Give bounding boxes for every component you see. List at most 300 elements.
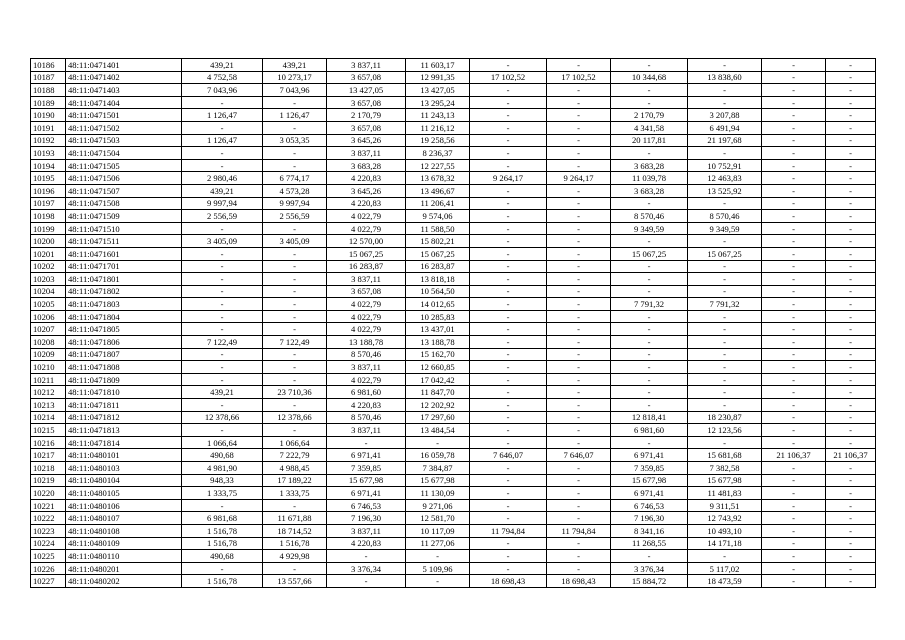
table-row [31,449,876,462]
value-cell: 18 698,43 [470,575,547,588]
table-row [31,172,876,185]
value-cell: - [470,147,547,160]
value-cell: - [263,361,327,374]
value-cell: - [182,348,263,361]
table-row [31,121,876,134]
value-cell: - [470,59,547,72]
value-cell: - [547,399,611,412]
value-cell: 13 188,78 [327,336,406,349]
value-cell: 10 285,83 [406,310,470,323]
value-cell: 11 206,41 [406,197,470,210]
row-number-cell: 10206 [31,310,66,323]
value-cell: 13 484,54 [406,424,470,437]
value-cell: 15 681,68 [688,449,762,462]
value-cell: 12 818,41 [611,411,688,424]
value-cell: - [547,348,611,361]
value-cell: 6 774,17 [263,172,327,185]
value-cell: 9 574,06 [406,210,470,223]
table-row [31,524,876,537]
value-cell: - [547,323,611,336]
value-cell: - [826,310,876,323]
value-cell: 1 126,47 [263,109,327,122]
value-cell: 15 162,70 [406,348,470,361]
value-cell: 490,68 [182,449,263,462]
value-cell: - [611,323,688,336]
row-number-cell: 10198 [31,210,66,223]
value-cell: 15 677,98 [688,474,762,487]
value-cell: - [762,260,826,273]
value-cell: - [826,273,876,286]
value-cell: - [688,235,762,248]
value-cell: 13 496,67 [406,184,470,197]
value-cell: - [263,310,327,323]
table-row [31,210,876,223]
table-row [31,134,876,147]
value-cell: 15 677,98 [406,474,470,487]
value-cell: 9 264,17 [470,172,547,185]
value-cell: - [470,247,547,260]
value-cell: - [263,260,327,273]
value-cell: 6 746,53 [327,499,406,512]
value-cell: - [826,399,876,412]
row-number-cell: 10215 [31,424,66,437]
value-cell: - [470,474,547,487]
value-cell: 9 997,94 [263,197,327,210]
value-cell: - [688,323,762,336]
value-cell: - [611,348,688,361]
value-cell: - [470,487,547,500]
value-cell: 10 564,50 [406,285,470,298]
value-cell: - [826,222,876,235]
value-cell: 15 677,98 [611,474,688,487]
value-cell: - [547,386,611,399]
table-row [31,222,876,235]
cadastral-number-cell: 48:11:0471701 [66,260,182,273]
value-cell: - [470,197,547,210]
value-cell: 11 039,78 [611,172,688,185]
value-cell: - [547,512,611,525]
table-row [31,59,876,72]
value-cell: - [547,373,611,386]
value-cell: 16 059,78 [406,449,470,462]
value-cell: - [826,260,876,273]
value-cell: 948,33 [182,474,263,487]
cadastral-number-cell: 48:11:0471503 [66,134,182,147]
value-cell: 12 463,83 [688,172,762,185]
row-number-cell: 10189 [31,96,66,109]
value-cell: - [688,273,762,286]
value-cell: 4 929,98 [263,550,327,563]
value-cell: 14 012,65 [406,298,470,311]
row-number-cell: 10209 [31,348,66,361]
value-cell: 7 791,32 [611,298,688,311]
cadastral-number-cell: 48:11:0471403 [66,84,182,97]
value-cell: 3 657,08 [327,71,406,84]
value-cell: 4 022,79 [327,310,406,323]
value-cell: - [762,121,826,134]
value-cell: 11 603,17 [406,59,470,72]
value-cell: - [182,159,263,172]
value-cell: - [826,323,876,336]
value-cell: 1 333,75 [182,487,263,500]
value-cell: - [263,323,327,336]
value-cell: 4 022,79 [327,323,406,336]
cadastral-number-cell: 48:11:0471804 [66,310,182,323]
value-cell: 15 677,98 [327,474,406,487]
value-cell: - [263,562,327,575]
value-cell: - [826,537,876,550]
value-cell: - [826,348,876,361]
value-cell: - [263,399,327,412]
table-row [31,310,876,323]
row-number-cell: 10204 [31,285,66,298]
value-cell: 12 378,66 [182,411,263,424]
value-cell: - [182,260,263,273]
value-cell: - [470,210,547,223]
row-number-cell: 10210 [31,361,66,374]
value-cell: 21 197,68 [688,134,762,147]
cadastral-number-cell: 48:11:0471805 [66,323,182,336]
value-cell: 3 683,28 [611,184,688,197]
value-cell: 13 525,92 [688,184,762,197]
value-cell: - [470,159,547,172]
value-cell: 439,21 [263,59,327,72]
value-cell: 3 837,11 [327,59,406,72]
value-cell: 10 344,68 [611,71,688,84]
value-cell: - [547,298,611,311]
value-cell: 11 671,88 [263,512,327,525]
value-cell: 7 384,87 [406,462,470,475]
value-cell: - [547,550,611,563]
value-cell: - [263,424,327,437]
value-cell: 11 216,12 [406,121,470,134]
value-cell: - [470,436,547,449]
value-cell: - [762,172,826,185]
table-body [31,59,876,588]
value-cell: 3 405,09 [263,235,327,248]
row-number-cell: 10219 [31,474,66,487]
value-cell: - [470,184,547,197]
value-cell: 1 516,78 [182,575,263,588]
value-cell: 8 570,46 [327,348,406,361]
value-cell: - [470,537,547,550]
value-cell: - [762,71,826,84]
value-cell: 3 645,26 [327,134,406,147]
value-cell: - [611,285,688,298]
table-row [31,562,876,575]
value-cell: 12 581,70 [406,512,470,525]
value-cell: 4 022,79 [327,298,406,311]
value-cell: - [826,247,876,260]
cadastral-number-cell: 48:11:0471814 [66,436,182,449]
value-cell: 6 981,60 [327,386,406,399]
value-cell: 18 714,52 [263,524,327,537]
row-number-cell: 10188 [31,84,66,97]
row-number-cell: 10195 [31,172,66,185]
value-cell: - [826,474,876,487]
value-cell: - [547,462,611,475]
value-cell: - [826,336,876,349]
value-cell: - [826,235,876,248]
value-cell: - [762,512,826,525]
value-cell: - [406,436,470,449]
value-cell: 12 743,92 [688,512,762,525]
value-cell: - [547,134,611,147]
value-cell: - [547,474,611,487]
value-cell: 4 022,79 [327,373,406,386]
row-number-cell: 10202 [31,260,66,273]
table-row [31,499,876,512]
value-cell: 4 220,83 [327,399,406,412]
value-cell: - [547,336,611,349]
value-cell: 9 271,06 [406,499,470,512]
value-cell: - [547,499,611,512]
value-cell: 10 752,91 [688,159,762,172]
value-cell: - [826,96,876,109]
value-cell: 6 491,94 [688,121,762,134]
value-cell: 8 570,46 [688,210,762,223]
value-cell: - [826,285,876,298]
value-cell: 6 971,41 [611,487,688,500]
table-row [31,260,876,273]
value-cell: - [762,361,826,374]
value-cell: - [688,399,762,412]
value-cell: 19 258,56 [406,134,470,147]
value-cell: - [182,147,263,160]
table-row [31,399,876,412]
value-cell: 20 117,81 [611,134,688,147]
value-cell: - [826,172,876,185]
value-cell: - [182,399,263,412]
value-cell: 12 991,35 [406,71,470,84]
value-cell: - [182,562,263,575]
value-cell: 6 746,53 [611,499,688,512]
value-cell: - [826,210,876,223]
value-cell: - [762,474,826,487]
value-cell: - [470,336,547,349]
value-cell: - [762,348,826,361]
value-cell: - [611,197,688,210]
table-row [31,348,876,361]
value-cell: 12 227,55 [406,159,470,172]
value-cell: - [470,285,547,298]
value-cell: 1 066,64 [263,436,327,449]
value-cell: 3 657,08 [327,96,406,109]
row-number-cell: 10203 [31,273,66,286]
value-cell: - [611,373,688,386]
value-cell: 11 268,55 [611,537,688,550]
value-cell: 11 794,84 [547,524,611,537]
value-cell: - [611,273,688,286]
value-cell: - [547,285,611,298]
value-cell: - [762,386,826,399]
value-cell: 17 189,22 [263,474,327,487]
value-cell: 1 066,64 [182,436,263,449]
value-cell: - [470,373,547,386]
row-number-cell: 10216 [31,436,66,449]
value-cell: 439,21 [182,59,263,72]
table-row [31,147,876,160]
value-cell: - [470,424,547,437]
value-cell: - [547,147,611,160]
cadastral-number-cell: 48:11:0480107 [66,512,182,525]
row-number-cell: 10214 [31,411,66,424]
value-cell: 15 067,25 [688,247,762,260]
value-cell: - [182,499,263,512]
row-number-cell: 10190 [31,109,66,122]
cadastral-number-cell: 48:11:0471504 [66,147,182,160]
value-cell: 11 794,84 [470,524,547,537]
table-row [31,71,876,84]
value-cell: 15 067,25 [406,247,470,260]
value-cell: 13 678,32 [406,172,470,185]
value-cell: 7 122,49 [263,336,327,349]
row-number-cell: 10191 [31,121,66,134]
row-number-cell: 10212 [31,386,66,399]
cadastral-number-cell: 48:11:0471806 [66,336,182,349]
value-cell: - [688,336,762,349]
value-cell: - [762,134,826,147]
value-cell: - [826,499,876,512]
value-cell: - [547,273,611,286]
row-number-cell: 10201 [31,247,66,260]
value-cell: - [547,222,611,235]
value-cell: - [688,373,762,386]
value-cell: - [182,121,263,134]
value-cell: 15 067,25 [611,247,688,260]
value-cell: 7 222,79 [263,449,327,462]
value-cell: - [611,436,688,449]
value-cell: - [611,361,688,374]
table-row [31,96,876,109]
value-cell: - [611,399,688,412]
value-cell: - [182,96,263,109]
value-cell: 439,21 [182,184,263,197]
value-cell: - [470,84,547,97]
cadastral-number-cell: 48:11:0471402 [66,71,182,84]
value-cell: 6 981,68 [182,512,263,525]
table-row [31,273,876,286]
value-cell: - [470,499,547,512]
table-row [31,550,876,563]
value-cell: - [182,373,263,386]
value-cell: 3 657,08 [327,285,406,298]
value-cell: 8 570,46 [327,411,406,424]
value-cell: - [547,235,611,248]
value-cell: - [826,562,876,575]
value-cell: 12 202,92 [406,399,470,412]
value-cell: 11 847,70 [406,386,470,399]
value-cell: - [826,512,876,525]
value-cell: - [688,285,762,298]
value-cell: - [826,575,876,588]
cadastral-number-cell: 48:11:0480108 [66,524,182,537]
value-cell: - [611,96,688,109]
value-cell: - [688,361,762,374]
value-cell: 1 516,78 [182,537,263,550]
value-cell: - [182,298,263,311]
value-cell: - [762,222,826,235]
value-cell: - [470,222,547,235]
value-cell: - [762,235,826,248]
row-number-cell: 10222 [31,512,66,525]
value-cell: - [688,386,762,399]
row-number-cell: 10187 [31,71,66,84]
cadastral-number-cell: 48:11:0471507 [66,184,182,197]
value-cell: 7 043,96 [182,84,263,97]
value-cell: - [762,147,826,160]
cadastral-number-cell: 48:11:0471505 [66,159,182,172]
value-cell: 12 660,85 [406,361,470,374]
value-cell: - [547,247,611,260]
value-cell: - [470,411,547,424]
value-cell: - [547,562,611,575]
value-cell: 9 349,59 [688,222,762,235]
value-cell: - [263,348,327,361]
value-cell: - [688,147,762,160]
value-cell: 12 378,66 [263,411,327,424]
value-cell: 15 884,72 [611,575,688,588]
value-cell: - [182,424,263,437]
value-cell: 15 067,25 [327,247,406,260]
table-row [31,424,876,437]
value-cell: - [470,348,547,361]
value-cell: - [470,134,547,147]
value-cell: - [547,487,611,500]
value-cell: - [762,537,826,550]
value-cell: - [263,273,327,286]
value-cell: - [263,499,327,512]
value-cell: - [182,323,263,336]
row-number-cell: 10208 [31,336,66,349]
value-cell: 6 971,41 [327,449,406,462]
value-cell: - [762,436,826,449]
value-cell: - [826,462,876,475]
value-cell: - [762,59,826,72]
value-cell: 7 196,30 [327,512,406,525]
row-number-cell: 10227 [31,575,66,588]
value-cell: - [762,524,826,537]
value-cell: 17 042,42 [406,373,470,386]
value-cell: - [547,109,611,122]
value-cell: - [470,361,547,374]
value-cell: - [547,59,611,72]
cadastral-number-cell: 48:11:0471502 [66,121,182,134]
cadastral-number-cell: 48:11:0480110 [66,550,182,563]
table-row [31,373,876,386]
value-cell: 6 981,60 [611,424,688,437]
row-number-cell: 10207 [31,323,66,336]
value-cell: - [470,310,547,323]
value-cell: - [263,121,327,134]
value-cell: - [762,462,826,475]
value-cell: 3 376,34 [611,562,688,575]
value-cell: 16 283,87 [327,260,406,273]
value-cell: 7 359,85 [327,462,406,475]
cadastral-number-cell: 48:11:0471810 [66,386,182,399]
value-cell: - [762,499,826,512]
cadastral-number-cell: 48:11:0471401 [66,59,182,72]
table-row [31,361,876,374]
value-cell: 7 646,07 [470,449,547,462]
value-cell: - [826,197,876,210]
cadastral-number-cell: 48:11:0480101 [66,449,182,462]
value-cell: - [826,59,876,72]
value-cell: - [611,260,688,273]
table-row [31,436,876,449]
value-cell: - [762,159,826,172]
value-cell: - [826,159,876,172]
